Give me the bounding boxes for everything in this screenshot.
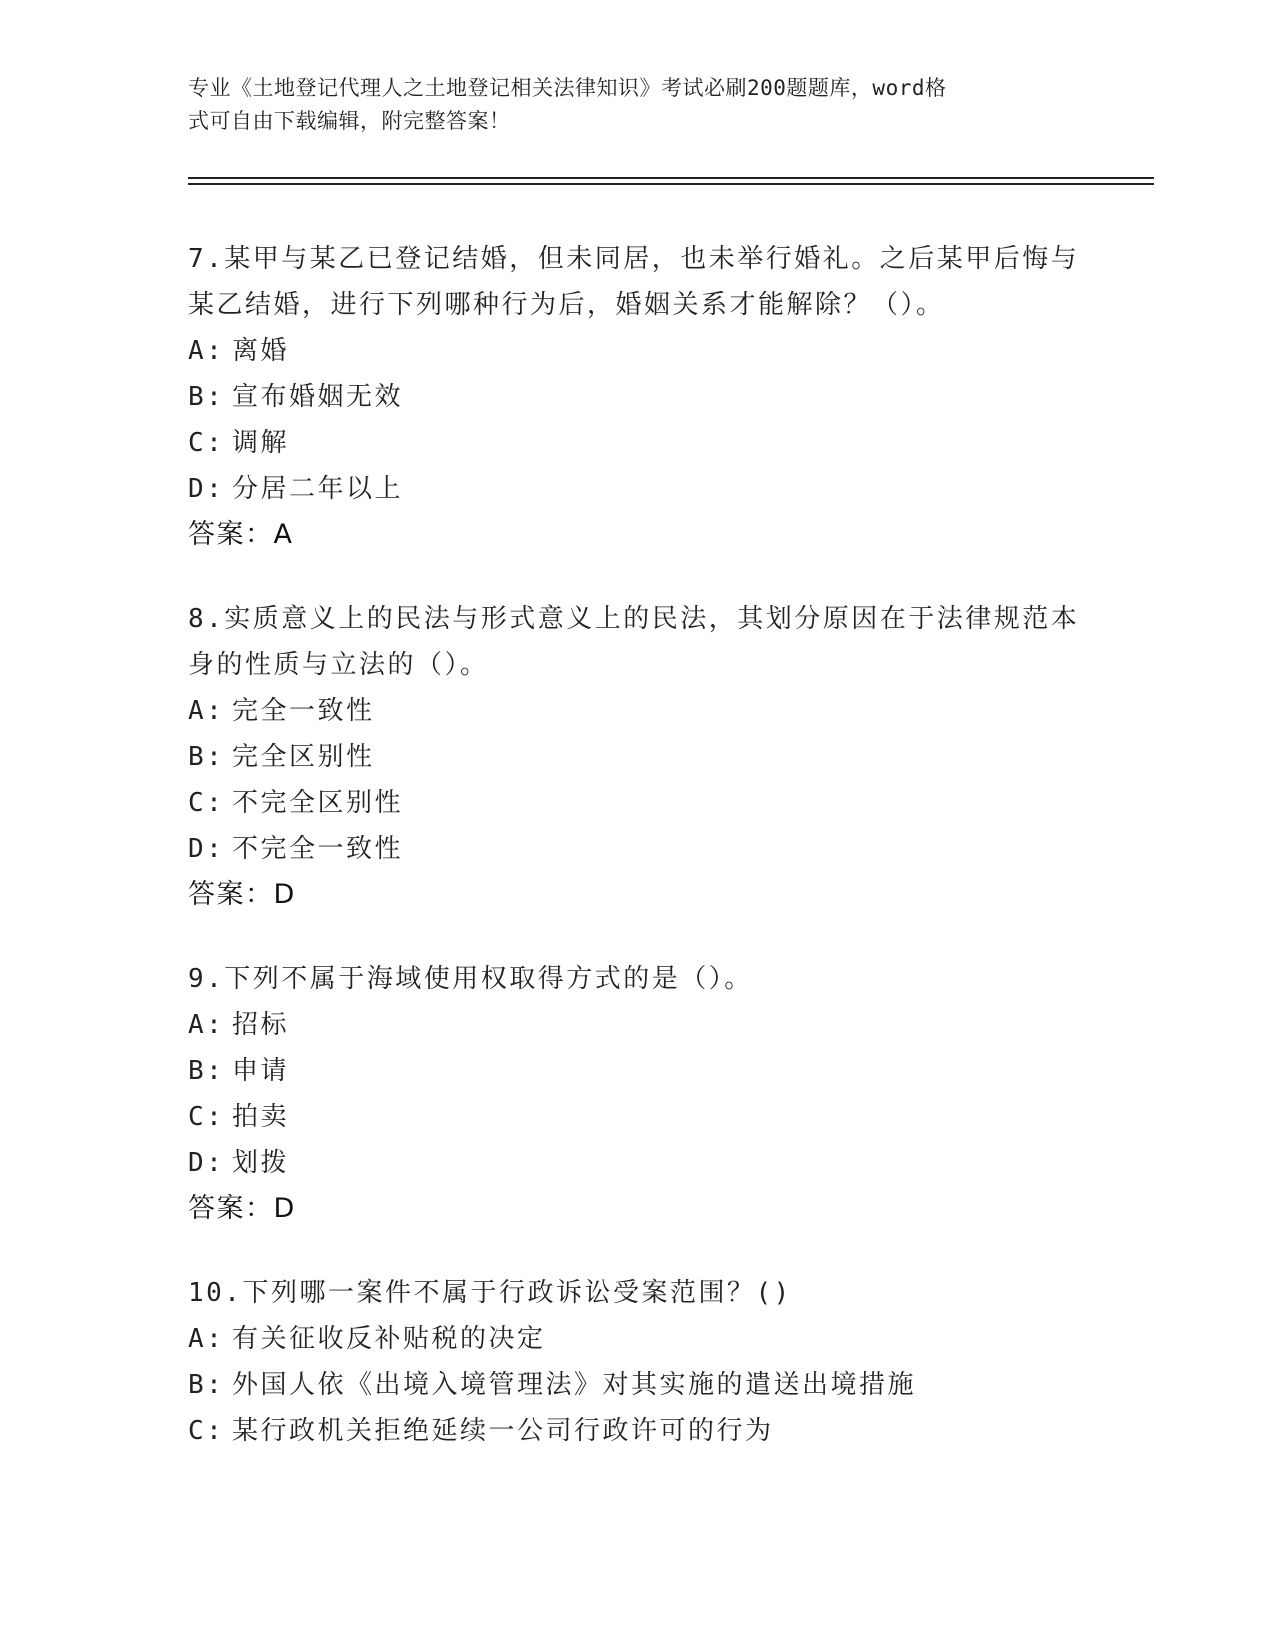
question-list bbox=[188, 236, 1088, 1492]
option-b bbox=[188, 1362, 1088, 1408]
option-key: D: bbox=[188, 474, 225, 504]
option-text: 离婚 bbox=[232, 336, 290, 366]
option-text: 申请 bbox=[232, 1056, 290, 1086]
header-line-1: 专业《土地登记代理人之土地登记相关法律知识》考试必刷200题题库，word格 bbox=[188, 76, 947, 100]
option-key: A: bbox=[188, 696, 225, 726]
answer-label: 答案：D bbox=[188, 879, 296, 910]
option-text: 调解 bbox=[232, 428, 290, 458]
option-text: 不完全区别性 bbox=[232, 788, 404, 818]
option-text: 有关征收反补贴税的决定 bbox=[232, 1324, 546, 1354]
option-b bbox=[188, 1048, 1088, 1094]
option-a bbox=[188, 688, 1088, 734]
option-d bbox=[188, 826, 1088, 872]
option-key: C: bbox=[188, 428, 225, 458]
option-text: 完全一致性 bbox=[232, 696, 375, 726]
option-key: B: bbox=[188, 382, 225, 412]
option-d bbox=[188, 1140, 1088, 1186]
header-line-2: 式可自由下载编辑，附完整答案！ bbox=[188, 109, 511, 133]
option-text: 分居二年以上 bbox=[232, 474, 404, 504]
option-text: 拍卖 bbox=[232, 1102, 290, 1132]
option-text: 宣布婚姻无效 bbox=[232, 382, 404, 412]
option-key: C: bbox=[188, 1416, 225, 1446]
option-key: C: bbox=[188, 788, 225, 818]
question-8 bbox=[188, 596, 1088, 918]
option-key: C: bbox=[188, 1102, 225, 1132]
option-c bbox=[188, 1408, 1088, 1454]
question-text: 9.下列不属于海域使用权取得方式的是（）。 bbox=[188, 964, 753, 994]
option-key: A: bbox=[188, 1010, 225, 1040]
option-key: D: bbox=[188, 1148, 225, 1178]
question-7 bbox=[188, 236, 1088, 558]
header-divider-top bbox=[188, 177, 1154, 179]
option-a bbox=[188, 1316, 1088, 1362]
question-text: 7.某甲与某乙已登记结婚，但未同居，也未举行婚礼。之后某甲后悔与某乙结婚，进行下列哪种行为后，婚姻关系才能解除？（）。 bbox=[188, 244, 1080, 320]
option-text: 某行政机关拒绝延续一公司行政许可的行为 bbox=[232, 1416, 774, 1446]
question-text: 8.实质意义上的民法与形式意义上的民法，其划分原因在于法律规范本身的性质与立法的（）。 bbox=[188, 604, 1080, 680]
option-c bbox=[188, 780, 1088, 826]
option-key: A: bbox=[188, 1324, 225, 1354]
option-text: 不完全一致性 bbox=[232, 834, 404, 864]
question-9 bbox=[188, 956, 1088, 1232]
option-text: 完全区别性 bbox=[232, 742, 375, 772]
question-10 bbox=[188, 1270, 1088, 1454]
answer-label: 答案：A bbox=[188, 519, 294, 550]
option-a bbox=[188, 1002, 1088, 1048]
option-text: 外国人依《出境入境管理法》对其实施的遣送出境措施 bbox=[232, 1370, 917, 1400]
option-b bbox=[188, 374, 1088, 420]
answer-label: 答案：D bbox=[188, 1193, 296, 1224]
document-header bbox=[188, 72, 1068, 138]
option-a bbox=[188, 328, 1088, 374]
option-key: B: bbox=[188, 742, 225, 772]
option-d bbox=[188, 466, 1088, 512]
option-key: B: bbox=[188, 1056, 225, 1086]
option-key: D: bbox=[188, 834, 225, 864]
header-divider-bottom bbox=[188, 183, 1154, 185]
question-text: 10.下列哪一案件不属于行政诉讼受案范围？() bbox=[188, 1278, 792, 1308]
option-key: B: bbox=[188, 1370, 225, 1400]
option-c bbox=[188, 420, 1088, 466]
option-key: A: bbox=[188, 336, 225, 366]
option-text: 招标 bbox=[232, 1010, 290, 1040]
option-b bbox=[188, 734, 1088, 780]
option-c bbox=[188, 1094, 1088, 1140]
option-text: 划拨 bbox=[232, 1148, 290, 1178]
